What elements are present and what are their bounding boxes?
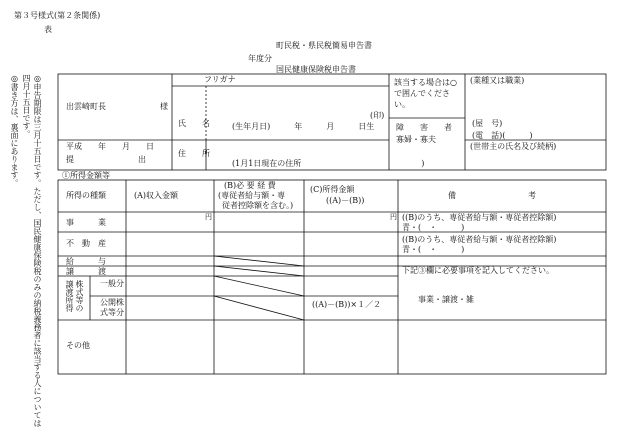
- addressee-honorific: 様: [160, 102, 168, 111]
- row-stock-transfer: 株式等の: [75, 280, 84, 312]
- remark-row2-b: 青・( ・ ): [402, 245, 465, 254]
- row-business: 事 業: [66, 218, 106, 227]
- disability-label[interactable]: 障 害 者: [396, 123, 452, 132]
- furigana-label: フリガナ: [204, 75, 236, 84]
- phone-label: (電 話)( ): [472, 131, 533, 140]
- household-head-label: (世帯主の氏名及び続柄): [470, 142, 557, 151]
- remark-row3: 下記③欄に必要事項を記入してください。: [402, 266, 554, 275]
- header-expenses-sub1: (専従者給与額・専: [218, 191, 286, 200]
- birth-date: (生年月日) 年 月 日生: [232, 122, 375, 131]
- address-label: 住 所: [178, 149, 210, 158]
- addressee-mayor: 出雲崎町長: [66, 102, 106, 111]
- row-stock-transfer-2: 譲渡所得: [65, 280, 74, 312]
- header-expenses: (B)必 要 経 費: [224, 181, 276, 190]
- remark-row1-a: ((B)のうち、専従者給与額・専従者控除額): [402, 213, 557, 222]
- trade-name-label: (屋 号): [472, 119, 503, 128]
- yen-unit-c: 円: [390, 213, 397, 221]
- remark-row1-b: 青・( ・ ): [402, 223, 465, 232]
- address-note: (1月1日現在の住所 ): [232, 159, 425, 168]
- row-transfer: 譲 渡: [66, 267, 106, 276]
- yen-unit-a: 円: [205, 213, 212, 221]
- header-income-kind: 所得の種類: [66, 191, 106, 200]
- note-deadline-cont: 四月十五日です。: [22, 74, 31, 138]
- row-real-estate: 不 動 産: [66, 239, 106, 248]
- form-number: 第３号様式(第２条関係): [14, 11, 101, 20]
- header-expenses-sub2: 従者控除額を含む。): [222, 201, 294, 210]
- date-line: 平成 年 月 日: [66, 142, 154, 151]
- name-label: 氏 名: [178, 119, 210, 128]
- header-revenue: (A)収入金額: [134, 191, 179, 200]
- occupation-label: (業種又は職業): [470, 76, 525, 85]
- note-howto: ◎書き方は、裏面にあります。: [10, 74, 19, 187]
- header-income-formula: ((A)－(B)): [326, 196, 365, 205]
- title-tax-declaration: 町民税・県民税簡易申告書: [276, 41, 372, 50]
- header-remarks: 備 考: [448, 191, 536, 200]
- row-general: 一般分: [100, 279, 124, 288]
- seal-mark: (印): [370, 111, 385, 120]
- row-listed-1: 公開株: [100, 298, 124, 307]
- fiscal-year-label: 年度分: [248, 54, 272, 63]
- header-income-amount: (C)所得金額: [310, 185, 355, 194]
- title-health-insurance: 国民健康保険税申告書: [276, 65, 356, 74]
- income-section-title: ①所得金額等: [62, 171, 110, 180]
- formula-half: ((A)－(B))×１／２: [312, 300, 382, 309]
- remark-row4: 事業・譲渡・雑: [418, 295, 474, 304]
- applicable-note: 該当する場合は○で囲んでください。: [394, 78, 457, 109]
- submit-label: 提 出: [66, 155, 146, 164]
- note-deadline: ◎申告期限は三月十五日です。ただし、国民健康保険税のみの納税義務者に該当する人については: [33, 74, 42, 427]
- remark-row2-a: ((B)のうち、専従者給与額・専従者控除額): [402, 235, 557, 244]
- row-salary: 給 与: [66, 257, 106, 266]
- row-listed-2: 式等分: [100, 308, 124, 317]
- side-label: 表: [44, 25, 52, 34]
- widow-label[interactable]: 寡婦・寡夫: [396, 135, 436, 144]
- row-other: その他: [66, 341, 90, 350]
